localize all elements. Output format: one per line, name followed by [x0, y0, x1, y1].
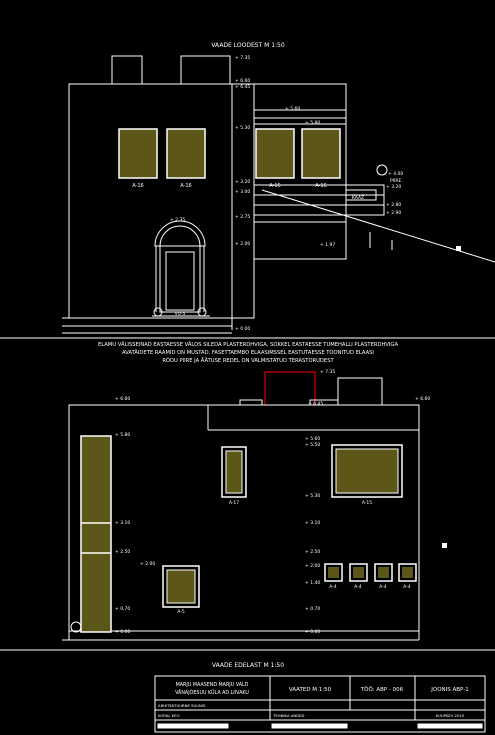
- elev-mark: + 2.00: [305, 564, 321, 569]
- window-a16-3: [256, 129, 294, 178]
- windows-top: [119, 129, 340, 189]
- note-line: AVATÄIDETE RAAMID ON MUSTAD. FASETTAEMBO ELAASIMSSEL EASTUTAESSE TOONITUD ELAASI: [122, 350, 374, 356]
- title-bottom: VAADE EDELAST M 1:50: [211, 662, 285, 669]
- elevations-bottom: [115, 369, 447, 635]
- window-a16-2: [167, 129, 205, 178]
- chimney-right: [181, 56, 230, 84]
- label-window: A-16: [132, 183, 144, 189]
- elev-mark: + 4.00: [388, 172, 404, 177]
- label-window: A-16: [269, 183, 281, 189]
- elev-mark: + 0.00: [305, 630, 321, 635]
- windows-bottom: [81, 436, 416, 632]
- facade-bottom: [69, 405, 419, 631]
- elev-mark: + 2.00: [235, 242, 251, 247]
- elev-mark: + 6.60: [415, 397, 431, 402]
- tb-work-no: TÖÖ: ABP - 006: [360, 687, 404, 693]
- elev-mark: + 5.80: [305, 121, 321, 126]
- label-window: A-4: [403, 585, 411, 590]
- tb-drawing-no: JOONIS ABP-1: [431, 687, 469, 693]
- tb-project-2: VÄNAJÕESUU KÜLA AD.LIIVAKU: [175, 691, 249, 696]
- elev-mark: + 0.00: [235, 327, 251, 332]
- tb-sheet-title: VAATED M 1:50: [288, 687, 332, 693]
- note-line: ELAMU VÄLISSEINAD EASTAESSE VÄLOS SILEDA PLASTERDHVIGA, SOKKEL EASTAESSE TUMEHALLI PLASTERDHVIGA: [97, 342, 399, 348]
- elev-mark: + 5.30: [235, 126, 251, 131]
- tb-row1-left: ARHITEKTUURNE SUUNIS: [158, 703, 206, 708]
- label-window: A-5: [177, 610, 185, 615]
- entrance-door: [152, 195, 364, 317]
- label-window: A-15: [361, 501, 373, 506]
- elev-mark: PIIRE: [390, 179, 402, 184]
- elev-mark: + 3.10: [115, 521, 131, 526]
- chimney-left: [112, 56, 142, 84]
- label-kaaz: KAAZ: [351, 196, 365, 201]
- elev-mark: + 0.70: [305, 607, 321, 612]
- elev-mark: + 2.35: [170, 218, 186, 223]
- elev-mark: + 3.00: [235, 190, 251, 195]
- note-line: RÕDU PIIRE JA ÄÄTUSE REDEL ON VALMISTATUD TERASTORUDEST: [162, 358, 334, 364]
- notes: [98, 341, 398, 364]
- elev-mark: + 5.50: [305, 443, 321, 448]
- elev-mark: + 5.30: [305, 494, 321, 499]
- elev-mark: + 2.50: [305, 550, 321, 555]
- tb-row2-mid: TEHNIKA ANDED: [273, 713, 305, 718]
- label-window: A-16: [180, 183, 192, 189]
- elev-mark: + 2.00: [140, 562, 156, 567]
- elev-mark: + 2.50: [115, 550, 131, 555]
- stair-slope: [262, 190, 495, 262]
- elev-mark: + 2.80: [386, 203, 402, 208]
- tb-row2-right: KUUPÄEV 2015: [435, 713, 465, 718]
- label-window: A-4: [354, 585, 362, 590]
- elev-mark: + 6.45: [308, 402, 324, 407]
- label-window: A-4: [379, 585, 387, 590]
- elev-mark: + 3.20: [386, 185, 402, 190]
- elev-mark: + 0.00: [115, 630, 131, 635]
- facade-main: [69, 84, 254, 318]
- tb-project: MARJU MAASEND MARJU VALD: [175, 683, 249, 688]
- elev-mark: + 7.35: [320, 370, 336, 375]
- elev-mark: + 2.75: [235, 215, 251, 220]
- label-door: VU-5: [174, 312, 186, 317]
- label-window: A-17: [228, 501, 240, 506]
- window-a16-1: [119, 129, 157, 178]
- elev-mark: + 0.70: [115, 607, 131, 612]
- elev-mark: + 5.60: [305, 437, 321, 442]
- elev-mark: + 6.60: [115, 397, 131, 402]
- elev-mark: + 1.97: [320, 243, 336, 248]
- window-a16-4: [302, 129, 340, 178]
- chimney-red: [265, 372, 315, 405]
- window-tall-glazing: [81, 436, 111, 632]
- elev-mark: + 2.90: [386, 211, 402, 216]
- title-top: VAADE LOODEST M 1:50: [211, 42, 285, 49]
- label-window: A-4: [329, 585, 337, 590]
- elev-mark: + 7.35: [235, 56, 251, 61]
- elev-mark: + 1.40: [305, 581, 321, 586]
- chimney-right-b: [338, 378, 382, 405]
- marker-square: [442, 543, 447, 548]
- elev-mark: + 6.60: [235, 79, 251, 84]
- elev-mark: + 5.80: [115, 433, 131, 438]
- elev-mark: + 3.20: [235, 180, 251, 185]
- label-window: A-16: [315, 183, 327, 189]
- marker-square: [456, 246, 461, 251]
- elev-mark: + 5.60: [285, 107, 301, 112]
- elevations-top: [170, 55, 461, 332]
- elevation-bottom: [62, 372, 419, 640]
- elev-mark: + 6.45: [235, 85, 251, 90]
- elev-mark: + 3.10: [305, 521, 321, 526]
- tb-row2-left: KORAL KEO: [158, 713, 180, 718]
